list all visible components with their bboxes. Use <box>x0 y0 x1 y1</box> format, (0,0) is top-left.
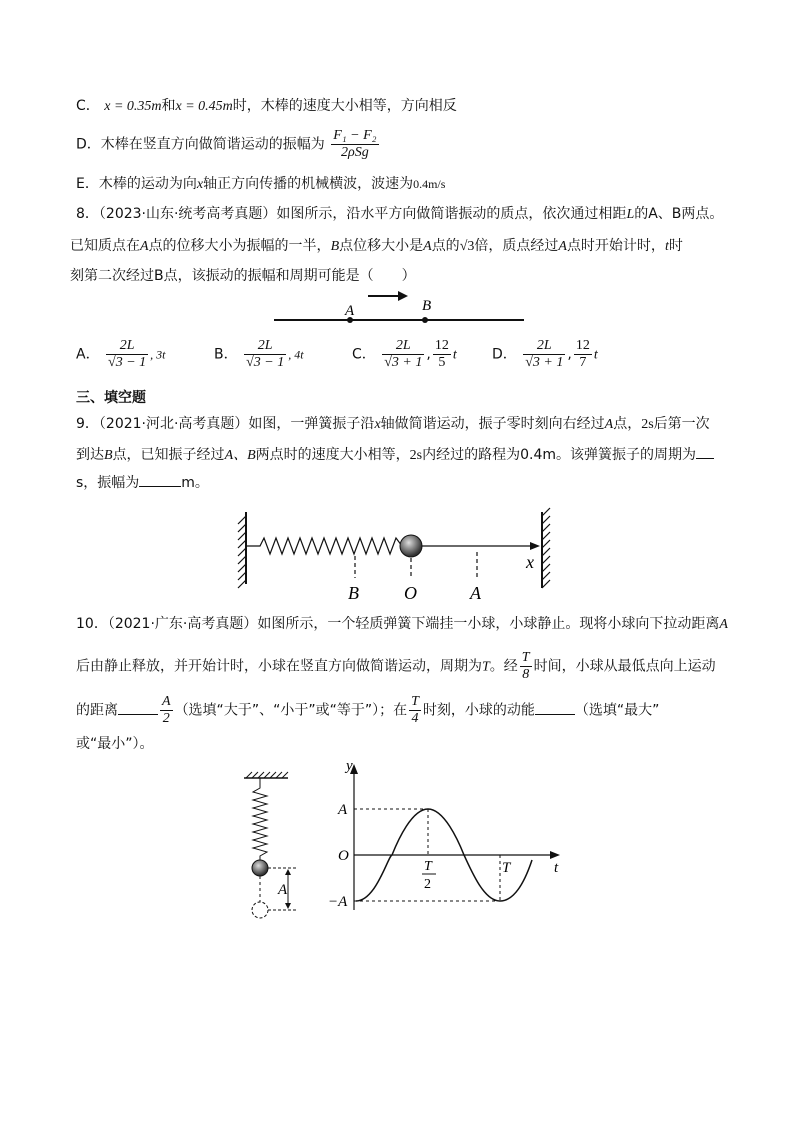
q7-amplitude-fraction: $\frac{\text{F₁ − F₂}}{\text{2ρSg}}$ <box>333 128 377 160</box>
q9-label-a: A <box>470 583 481 603</box>
section-title-fill-blank: 三、填空题 <box>76 390 146 406</box>
graph-label-half-period-num: T <box>424 859 432 874</box>
q10-kinetic-energy-blank[interactable] <box>535 700 575 715</box>
q8-option-c[interactable]: C． $\frac{2L}{√3 + 1}$ , $\frac{12}{5}$ t <box>352 338 457 370</box>
q8-point-b: B <box>422 298 432 314</box>
q9-period-blank[interactable] <box>696 444 714 459</box>
q9-line-3: s，振幅为 m。 <box>76 472 209 493</box>
q10-line-4: 或“最小”）。 <box>76 736 154 752</box>
hanging-ball <box>252 860 268 876</box>
graph-label-neg-a: −A <box>328 894 348 910</box>
q8-option-a[interactable]: A． $\frac{2L}{√3 - 1}$ , 3t <box>76 338 166 370</box>
q8-option-d[interactable]: D． $\frac{2L}{√3 + 1}$ , $\frac{12}{7}$ t <box>492 338 598 370</box>
vertical-spring-coil <box>253 778 267 860</box>
oscillator-ball <box>400 535 422 557</box>
q10-hanging-spring-figure <box>236 768 306 928</box>
q10-distance-blank[interactable] <box>118 700 158 715</box>
graph-label-a: A <box>338 802 348 818</box>
q9-line-2: 到达B点，已知振子经过A、B两点时的速度大小相等，2s内经过的路程为0.4m。该弹簧振子的周期为 <box>76 444 714 466</box>
q8-option-b[interactable]: B． $\frac{2L}{√3 - 1}$ , 4t <box>214 338 304 370</box>
t-axis-arrow-icon <box>550 851 560 859</box>
graph-label-t: t <box>554 860 559 876</box>
spring-amplitude-label: A <box>278 882 288 898</box>
graph-label-o: O <box>338 848 349 864</box>
x-axis-arrow-icon <box>530 542 540 550</box>
q9-line-1: 9．（2021·河北·高考真题）如图，一弹簧振子沿x轴做简谐运动，振子零时刻向右经过A点，2s后第一次 <box>76 416 710 432</box>
q9-label-b: B <box>348 583 359 603</box>
q7-option-e: E．木棒的运动为向x轴正方向传播的机械横波，波速为0.4m/s <box>76 176 446 192</box>
q10-line-1: 10．（2021·广东·高考真题）如图所示，一个轻质弹簧下端挂一小球，小球静止。现将小球向下拉动距离A <box>76 616 728 632</box>
q9-amplitude-blank[interactable] <box>139 472 181 487</box>
q7-option-c: C． x = 0.35m和x = 0.45m时，木棒的速度大小相等，方向相反 <box>76 98 457 114</box>
q9-label-x: x <box>526 552 534 572</box>
graph-label-y: y <box>346 760 353 774</box>
q8-line-3: 刻第二次经过B点，该振动的振幅和周期可能是（ ） <box>70 268 416 284</box>
q8-line-1: 8．（2023·山东·统考高考真题）如图所示，沿水平方向做简谐振动的质点，依次通过相距L的A、B两点。 <box>76 206 724 222</box>
q10-sine-graph <box>326 760 576 920</box>
q8-figure <box>270 288 530 328</box>
q9-label-o: O <box>404 583 417 603</box>
q8-line-2: 已知质点在A点的位移大小为振幅的一半，B点位移大小是A点的√3倍，质点经过A点时开始计时，t时 <box>70 238 683 254</box>
graph-label-period: T <box>502 860 511 876</box>
direction-arrow-icon <box>398 291 408 301</box>
spring-coil <box>246 538 402 554</box>
lowest-position-ball <box>252 902 268 918</box>
q9-spring-figure <box>236 506 566 606</box>
q10-line-2: 后由静止释放，并开始计时，小球在竖直方向做简谐运动，周期为T。经 $\frac{T}{8}$ 时间，小球从最低点向上运动 <box>76 650 716 682</box>
q8-point-a: A <box>345 303 355 319</box>
q7-option-d: D．木棒在竖直方向做简谐运动的振幅为 $\frac{\text{F₁ − F₂}}{\text{2ρSg}}$ <box>76 128 377 160</box>
q10-line-3: 的距离 $\frac{A}{2}$ （选填“大于”、“小于”或“等于”）；在 $\frac{T}{4}$ 时刻，小球的动能 （选填“最大” <box>76 694 660 726</box>
graph-label-half-period-den: 2 <box>424 877 431 892</box>
